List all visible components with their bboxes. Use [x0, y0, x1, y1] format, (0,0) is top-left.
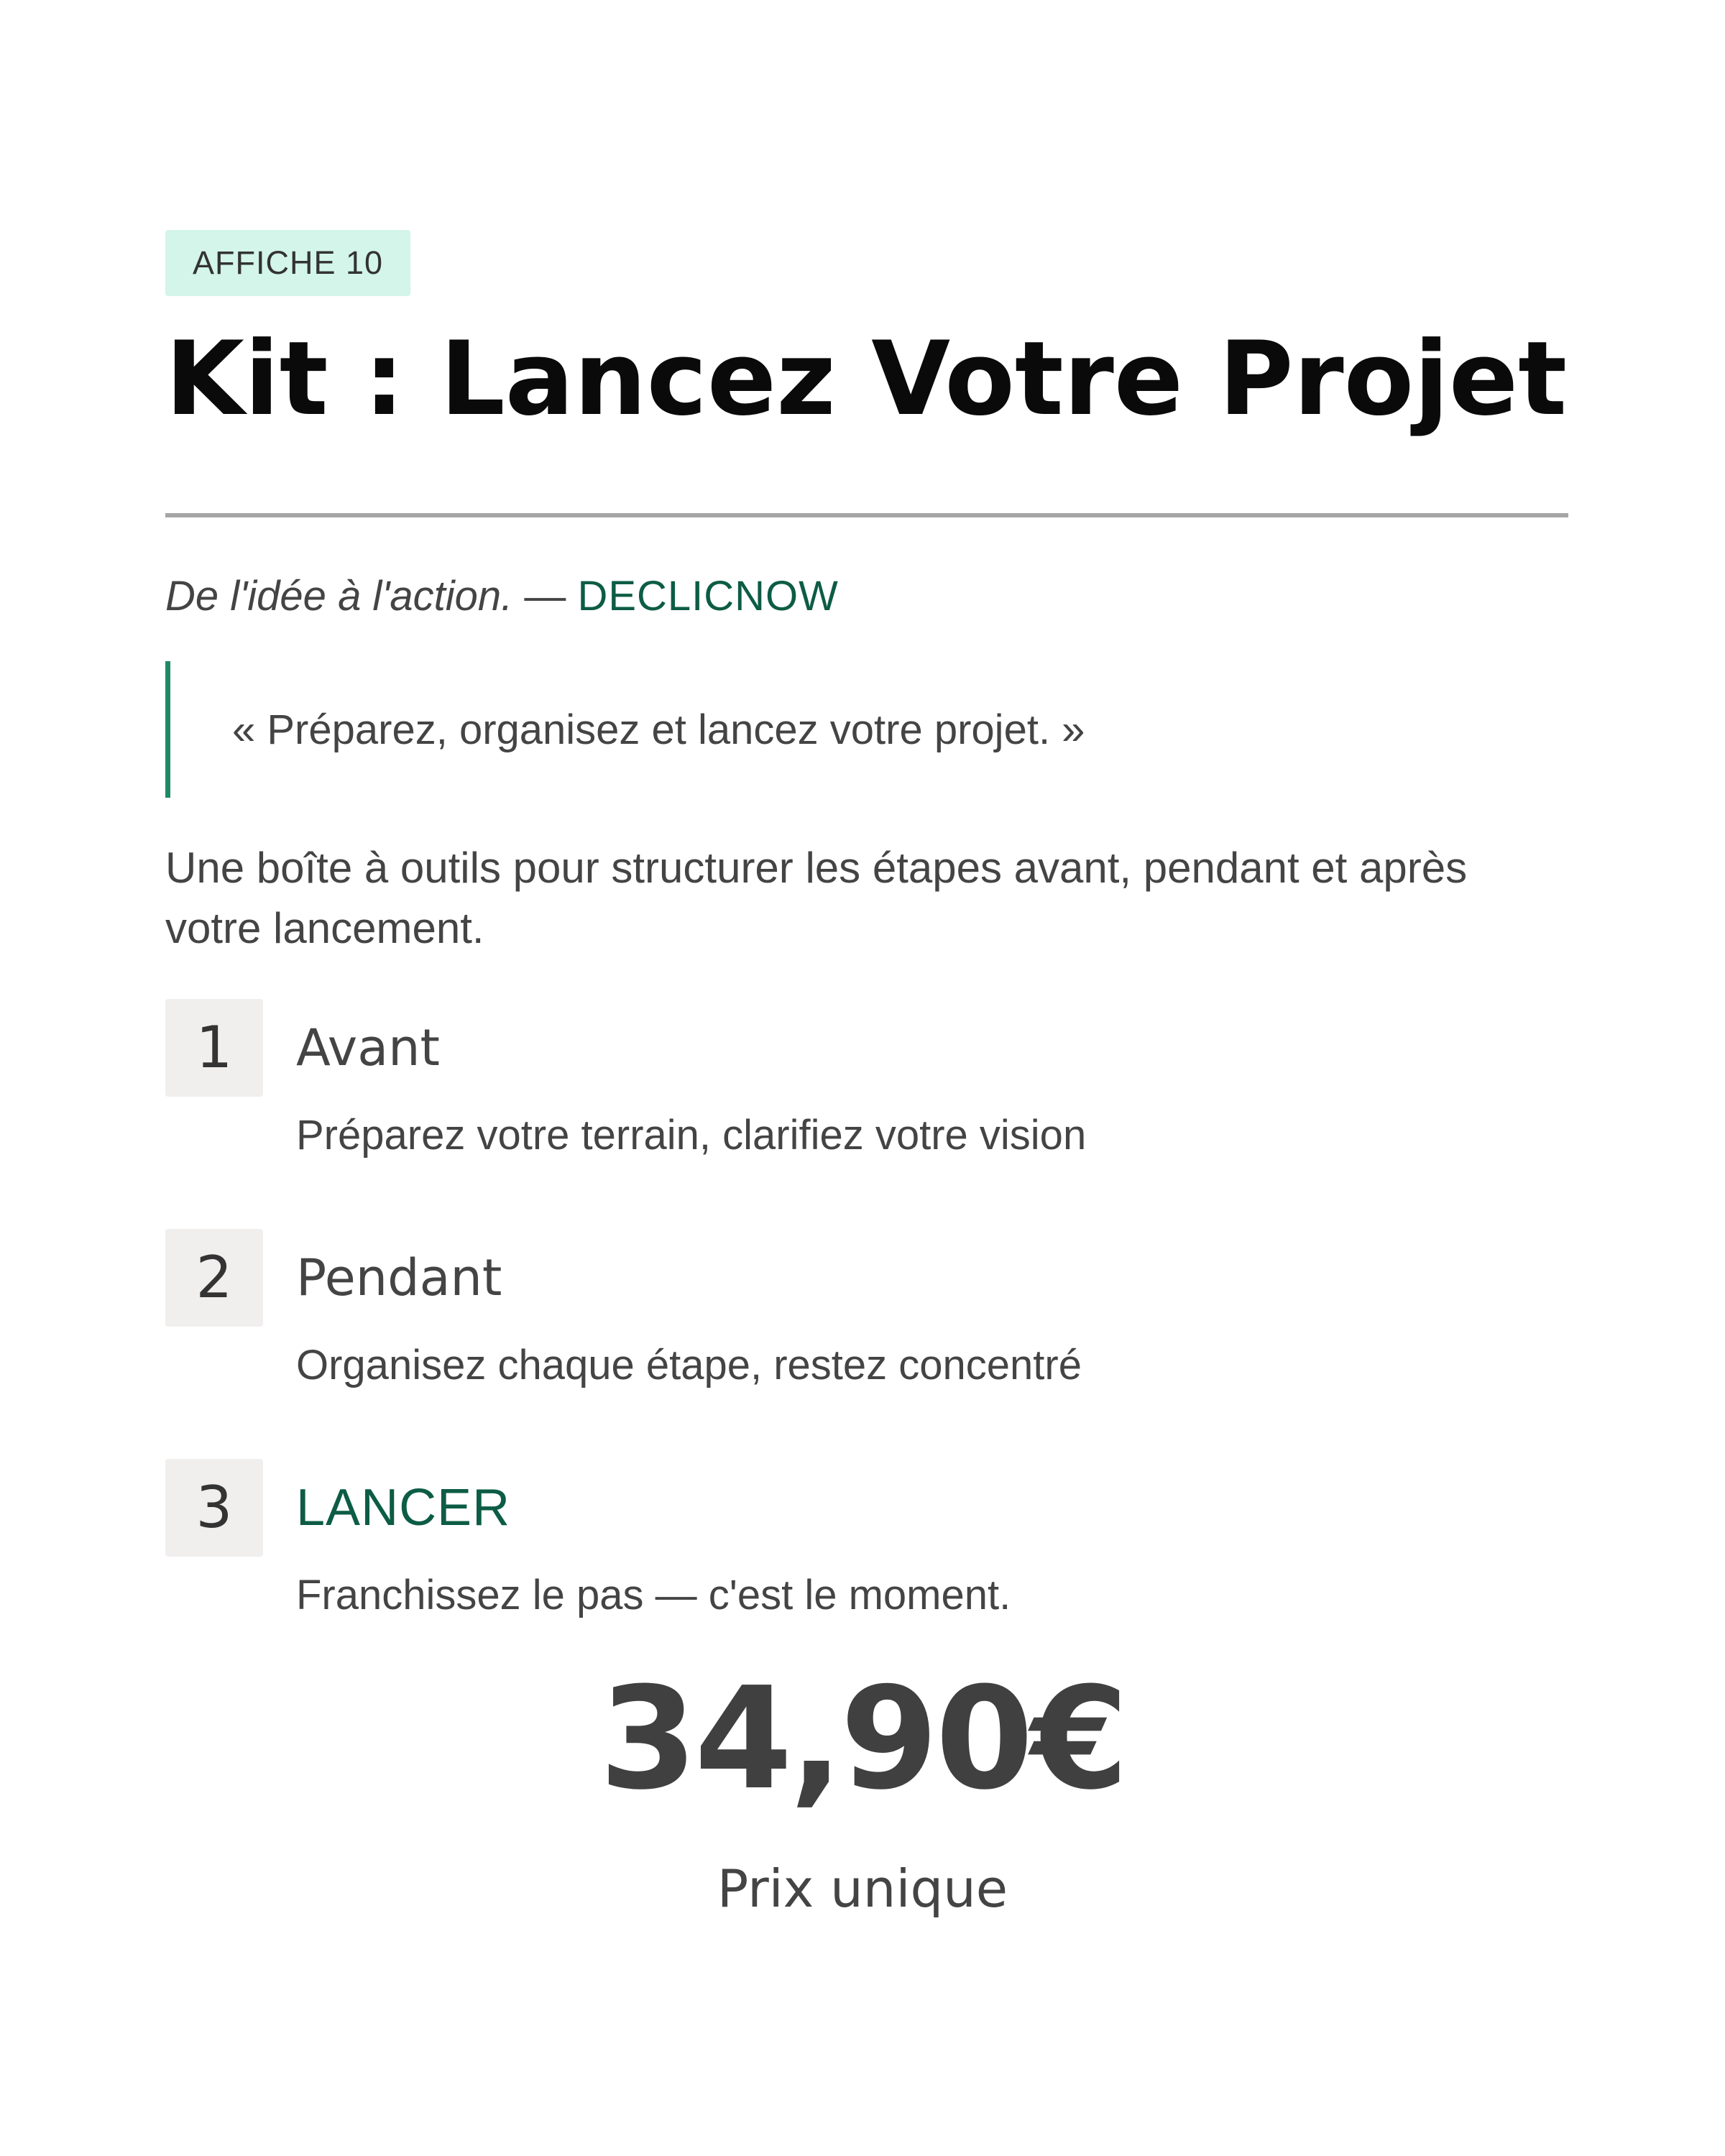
- divider: [165, 513, 1568, 517]
- quote-block: [165, 661, 1567, 798]
- poster-tag: AFFICHE 10: [165, 230, 410, 296]
- step-title: Avant: [296, 1018, 440, 1077]
- step-description: Organisez chaque étape, restez concentré: [296, 1342, 1082, 1388]
- quote-text: « Préparez, organisez et lancez votre projet. »: [232, 706, 1085, 753]
- step-number-badge: 1: [165, 999, 263, 1097]
- tagline-text: De l'idée à l'action.: [165, 573, 513, 619]
- step-title: LANCER: [296, 1479, 511, 1537]
- price-label: Prix unique: [717, 1858, 1008, 1919]
- tagline: [165, 569, 1567, 624]
- page-title: Kit : Lancez Votre Projet: [165, 320, 1568, 438]
- step-title: Pendant: [296, 1248, 502, 1307]
- price-block: [0, 1653, 1725, 1923]
- poster: [165, 230, 1568, 1618]
- step-number-badge: 2: [165, 1229, 263, 1327]
- step-description: Franchissez le pas — c'est le moment.: [296, 1572, 1011, 1618]
- step-description: Préparez votre terrain, clarifiez votre vision: [296, 1112, 1087, 1158]
- intro-text: Une boîte à outils pour structurer les étapes avant, pendant et après votre lancement.: [165, 844, 1468, 952]
- brand-name: DECLICNOW: [577, 573, 839, 619]
- tagline-separator: —: [512, 573, 578, 619]
- step-item: [165, 1229, 1567, 1459]
- steps-list: [165, 999, 1567, 1618]
- step-item: [165, 1459, 1567, 1618]
- step-item: [165, 999, 1567, 1229]
- step-number-badge: 3: [165, 1459, 263, 1557]
- price-amount: 34,90€: [599, 1657, 1126, 1821]
